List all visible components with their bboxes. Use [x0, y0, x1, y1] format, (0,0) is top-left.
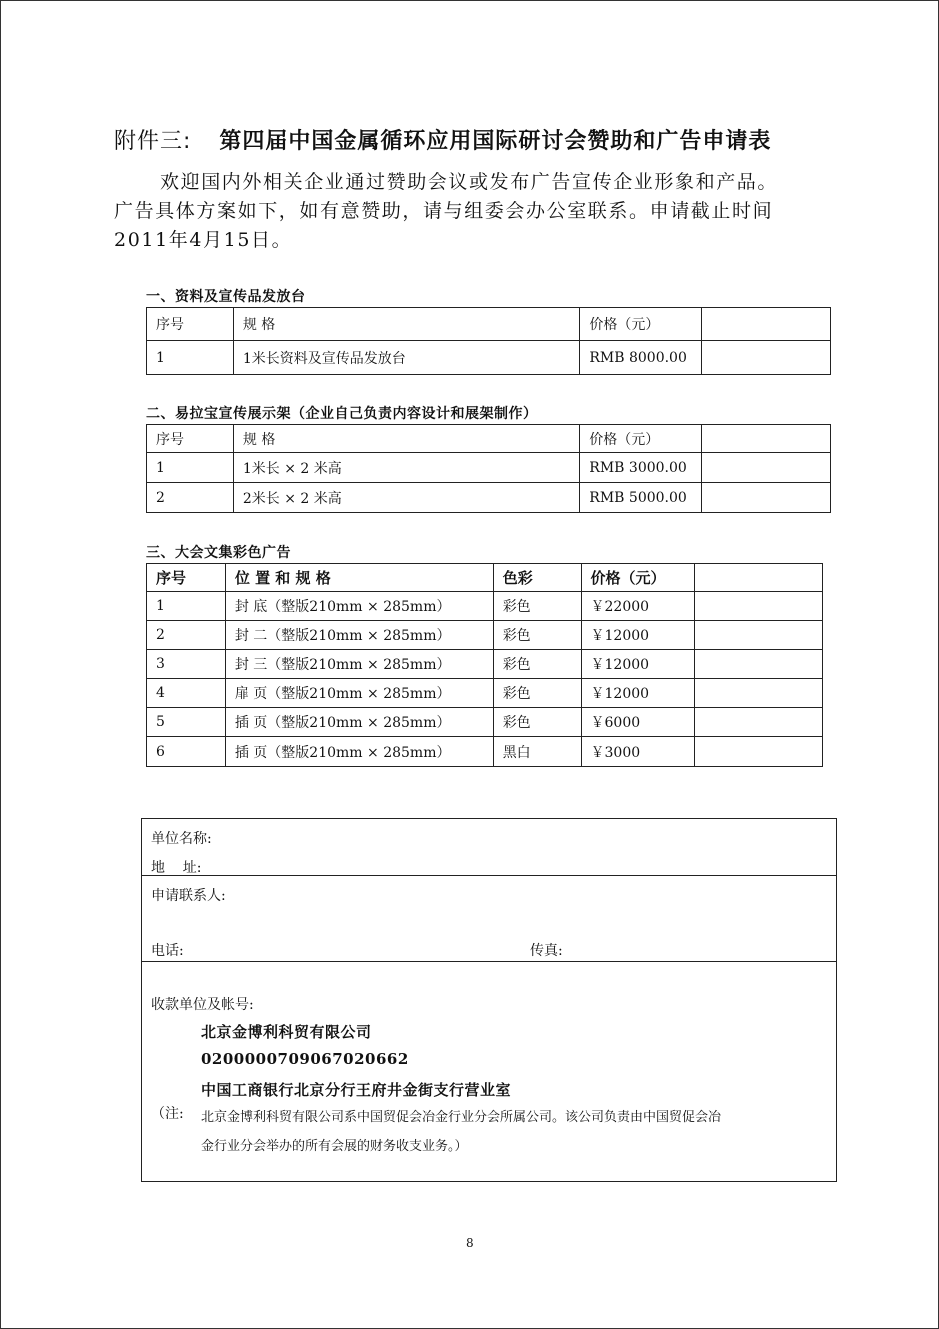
header-cell: 序号: [147, 425, 234, 453]
table-cell: [695, 737, 823, 767]
table-cell: 1: [147, 341, 234, 375]
table-cell: 6: [147, 737, 226, 767]
table-cell: 2: [147, 483, 234, 513]
note-line-2: 金行业分会举办的所有会展的财务收支业务。）: [201, 1139, 468, 1154]
header-cell: 序号: [147, 564, 226, 592]
intro-line-3: 2011年4月15日。: [114, 229, 293, 251]
header-cell: 价格（元）: [580, 425, 702, 453]
table-cell: 1米长 × 2 米高: [233, 453, 579, 483]
header-cell: 位 置 和 规 格: [225, 564, 493, 592]
header-cell: 规 格: [233, 425, 579, 453]
header-cell: 色彩: [493, 564, 581, 592]
page-number: 8: [466, 1236, 474, 1250]
contact-section: [142, 876, 836, 962]
table-cell: 封 三（整版210mm × 285mm）: [225, 650, 493, 679]
table-cell: [702, 483, 831, 513]
table-header-row: [147, 308, 831, 341]
table-row: [147, 679, 823, 708]
table-cell: RMB 8000.00: [580, 341, 702, 375]
bank-name: 中国工商银行北京分行王府井金街支行营业室: [201, 1081, 512, 1099]
table-cell: 3: [147, 650, 226, 679]
table-cell: 插 页（整版210mm × 285mm）: [225, 737, 493, 767]
intro-line-2: 广告具体方案如下，如有意赞助，请与组委会办公室联系。申请截止时间: [114, 200, 774, 222]
payee-label: 收款单位及帐号:: [151, 997, 254, 1013]
payee-name: 北京金博利科贸有限公司: [201, 1023, 372, 1041]
table-cell: ￥22000: [581, 592, 695, 621]
intro-paragraph: [114, 168, 828, 255]
header-cell: 价格（元）: [581, 564, 695, 592]
table-cell: 4: [147, 679, 226, 708]
table-header-row: [147, 564, 823, 592]
table-cell: 彩色: [493, 592, 581, 621]
attachment-label: 附件三:: [114, 129, 192, 154]
table-cell: [695, 708, 823, 737]
table-cell: 彩色: [493, 650, 581, 679]
table-row: [147, 453, 831, 483]
contact-person-label: 申请联系人:: [151, 888, 226, 904]
table-row: [147, 621, 823, 650]
table-row: [147, 737, 823, 767]
section-1-table: [146, 307, 831, 375]
section-3-title: 三、大会文集彩色广告: [146, 545, 291, 561]
header-cell: 价格（元）: [580, 308, 702, 341]
table-cell: [695, 679, 823, 708]
section-2-title: 二、易拉宝宣传展示架（企业自己负责内容设计和展架制作）: [146, 406, 538, 422]
section-2-table: [146, 424, 831, 513]
header-cell: 规 格: [233, 308, 580, 341]
table-cell: 封 底（整版210mm × 285mm）: [225, 592, 493, 621]
table-cell: 2米长 × 2 米高: [233, 483, 579, 513]
intro-line-1: 欢迎国内外相关企业通过赞助会议或发布广告宣传企业形象和产品。: [160, 171, 779, 193]
account-number: 0200000709067020662: [201, 1050, 409, 1068]
note-line-1: 北京金博利科贸有限公司系中国贸促会冶金行业分会所属公司。该公司负责由中国贸促会冶: [201, 1110, 722, 1125]
table-cell: 彩色: [493, 621, 581, 650]
table-cell: 5: [147, 708, 226, 737]
header-cell: [702, 308, 831, 341]
header-cell: [695, 564, 823, 592]
table-cell: 1: [147, 453, 234, 483]
table-row: [147, 483, 831, 513]
header-cell: 序号: [147, 308, 234, 341]
table-row: [147, 708, 823, 737]
table-row: [147, 650, 823, 679]
table-cell: 彩色: [493, 679, 581, 708]
phone-label: 电话:: [151, 943, 184, 959]
table-header-row: [147, 425, 831, 453]
table-cell: RMB 3000.00: [580, 453, 702, 483]
unit-name-label: 单位名称:: [151, 831, 212, 847]
table-cell: 扉 页（整版210mm × 285mm）: [225, 679, 493, 708]
table-cell: 封 二（整版210mm × 285mm）: [225, 621, 493, 650]
section-3-table: [146, 563, 823, 767]
section-1-title: 一、资料及宣传品发放台: [146, 289, 306, 305]
page-title: 第四届中国金属循环应用国际研讨会赞助和广告申请表: [219, 128, 772, 154]
table-cell: ￥6000: [581, 708, 695, 737]
table-cell: RMB 5000.00: [580, 483, 702, 513]
table-cell: [695, 650, 823, 679]
header-cell: [702, 425, 831, 453]
note-text: [201, 1103, 831, 1161]
fax-label: 传真:: [530, 943, 563, 959]
address-label: 地 址:: [151, 860, 202, 876]
note-prefix: （注:: [151, 1106, 184, 1122]
table-cell: ￥12000: [581, 679, 695, 708]
company-info-section: [142, 819, 836, 876]
table-cell: [702, 453, 831, 483]
table-cell: 1米长资料及宣传品发放台: [233, 341, 580, 375]
table-cell: 插 页（整版210mm × 285mm）: [225, 708, 493, 737]
document-heading: [114, 124, 771, 155]
table-cell: 1: [147, 592, 226, 621]
table-cell: [695, 592, 823, 621]
table-row: [147, 592, 823, 621]
table-cell: ￥12000: [581, 621, 695, 650]
table-cell: [695, 621, 823, 650]
table-cell: ￥12000: [581, 650, 695, 679]
table-cell: 彩色: [493, 708, 581, 737]
table-cell: ￥3000: [581, 737, 695, 767]
table-row: [147, 341, 831, 375]
table-cell: 2: [147, 621, 226, 650]
application-form: [141, 818, 837, 1182]
table-cell: 黑白: [493, 737, 581, 767]
table-cell: [702, 341, 831, 375]
